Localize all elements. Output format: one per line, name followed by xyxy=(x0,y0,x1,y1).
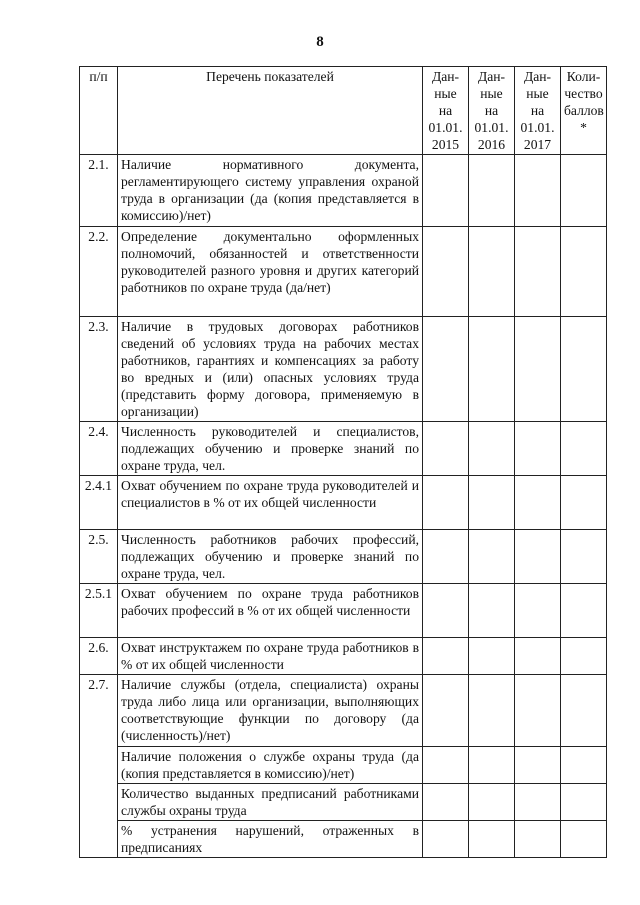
row-num: 2.2. xyxy=(80,227,118,317)
row-text: Охват обучением по охране труда работников рабочих профессий в % от их общей численности xyxy=(118,584,423,638)
cell-points xyxy=(561,821,607,858)
cell-2017 xyxy=(515,476,561,530)
cell-2016 xyxy=(469,317,515,422)
header-2017: Дан- ные на 01.01. 2017 xyxy=(515,67,561,155)
row-num: 2.5.1 xyxy=(80,584,118,638)
cell-points xyxy=(561,317,607,422)
cell-2017 xyxy=(515,747,561,784)
cell-2016 xyxy=(469,638,515,675)
cell-2017 xyxy=(515,638,561,675)
cell-2016 xyxy=(469,227,515,317)
header-2015: Дан- ные на 01.01. 2015 xyxy=(423,67,469,155)
cell-2015 xyxy=(423,784,469,821)
table-row xyxy=(80,476,607,530)
header-num: п/п xyxy=(80,67,118,155)
cell-points xyxy=(561,476,607,530)
header-indicators: Перечень показателей xyxy=(118,67,423,155)
row-num: 2.3. xyxy=(80,317,118,422)
cell-points xyxy=(561,675,607,747)
row-num: 2.6. xyxy=(80,638,118,675)
cell-2017 xyxy=(515,675,561,747)
table-row xyxy=(80,317,607,422)
cell-points xyxy=(561,638,607,675)
cell-points xyxy=(561,784,607,821)
table-row xyxy=(80,638,607,675)
row-text: Наличие службы (отдела, специалиста) охраны труда либо лица или организации, выполняющих соответствующие функции по договору (да (численность)/нет) xyxy=(118,675,423,747)
cell-2016 xyxy=(469,784,515,821)
table-row xyxy=(80,747,607,784)
row-text: Численность руководителей и специалистов, подлежащих обучению и проверке знаний по охране труда, чел. xyxy=(118,422,423,476)
table-row xyxy=(80,530,607,584)
cell-points xyxy=(561,530,607,584)
cell-2016 xyxy=(469,422,515,476)
cell-2016 xyxy=(469,155,515,227)
cell-2016 xyxy=(469,530,515,584)
cell-2017 xyxy=(515,821,561,858)
cell-2016 xyxy=(469,584,515,638)
cell-2017 xyxy=(515,422,561,476)
cell-2015 xyxy=(423,821,469,858)
table-row xyxy=(80,784,607,821)
cell-2015 xyxy=(423,747,469,784)
indicators-table xyxy=(79,66,607,858)
cell-2017 xyxy=(515,317,561,422)
header-2016: Дан- ные на 01.01. 2016 xyxy=(469,67,515,155)
cell-2015 xyxy=(423,584,469,638)
cell-2015 xyxy=(423,675,469,747)
cell-2015 xyxy=(423,227,469,317)
table-row xyxy=(80,227,607,317)
table-row xyxy=(80,675,607,747)
cell-2016 xyxy=(469,675,515,747)
row-text: Наличие положения о службе охраны труда (да (копия представляется в комиссию)/нет) xyxy=(118,747,423,784)
cell-2016 xyxy=(469,747,515,784)
header-row xyxy=(80,67,607,155)
header-points: Коли- чество баллов * xyxy=(561,67,607,155)
page-number: 8 xyxy=(316,34,324,50)
cell-2016 xyxy=(469,476,515,530)
cell-points xyxy=(561,155,607,227)
cell-2016 xyxy=(469,821,515,858)
row-text: Наличие в трудовых договорах работников сведений об условиях труда на рабочих местах работников, гарантиях и компенсациях за работу во вредных и (или) опасных условиях труда (представить форму договора, применяемую в организации) xyxy=(118,317,423,422)
cell-points xyxy=(561,747,607,784)
row-text: Определение документально оформленных полномочий, обязанностей и ответственности руководителей разного уровня и других категорий работников по охране труда (да/нет) xyxy=(118,227,423,317)
row-text: Наличие нормативного документа, регламентирующего систему управления охраной труда в организации (да (копия представляется в комиссию)/нет) xyxy=(118,155,423,227)
row-text: Количество выданных предписаний работниками службы охраны труда xyxy=(118,784,423,821)
row-num: 2.4.1 xyxy=(80,476,118,530)
cell-2017 xyxy=(515,155,561,227)
cell-2017 xyxy=(515,784,561,821)
row-text: Охват инструктажем по охране труда работников в % от их общей численности xyxy=(118,638,423,675)
row-text: Охват обучением по охране труда руководителей и специалистов в % от их общей численности xyxy=(118,476,423,530)
row-num: 2.1. xyxy=(80,155,118,227)
cell-2017 xyxy=(515,227,561,317)
cell-2015 xyxy=(423,638,469,675)
cell-points xyxy=(561,584,607,638)
table-row xyxy=(80,422,607,476)
row-text: % устранения нарушений, отраженных в предписаниях xyxy=(118,821,423,858)
cell-2015 xyxy=(423,317,469,422)
row-num: 2.4. xyxy=(80,422,118,476)
cell-2015 xyxy=(423,530,469,584)
row-text: Численность работников рабочих профессий, подлежащих обучению и проверке знаний по охране труда, чел. xyxy=(118,530,423,584)
table-row xyxy=(80,584,607,638)
cell-points xyxy=(561,422,607,476)
cell-2017 xyxy=(515,530,561,584)
row-num: 2.7. xyxy=(80,675,118,858)
cell-2017 xyxy=(515,584,561,638)
table-row xyxy=(80,821,607,858)
row-num: 2.5. xyxy=(80,530,118,584)
cell-points xyxy=(561,227,607,317)
cell-2015 xyxy=(423,155,469,227)
cell-2015 xyxy=(423,476,469,530)
cell-2015 xyxy=(423,422,469,476)
table-row xyxy=(80,155,607,227)
